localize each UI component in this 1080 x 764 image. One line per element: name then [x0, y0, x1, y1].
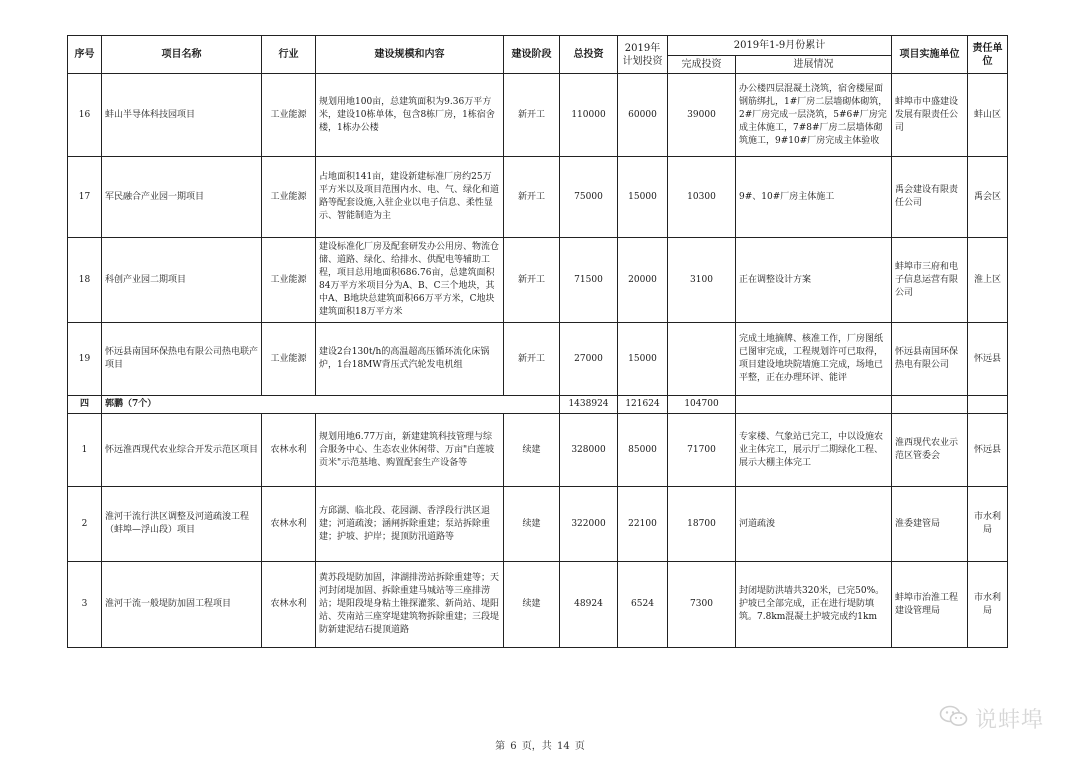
cell-name: 怀远县南国环保热电有限公司热电联产项目 [102, 323, 262, 396]
cell-progress: 河道疏浚 [736, 487, 892, 562]
cell-unit: 怀远县南国环保热电有限公司 [892, 323, 968, 396]
table-row [68, 487, 1008, 562]
section-total: 1438924 [560, 396, 618, 414]
cell-done: 7300 [668, 562, 736, 648]
cell-scale: 建设2台130t/h的高温超高压循环流化床锅炉，1台18MW背压式汽轮发电机组 [316, 323, 504, 396]
cell-progress: 完成土地摘牌、核准工作，厂房图纸已图审完成，工程规划许可已取得，项目建设地块院墙施工完成，场地已平整，正在办理环评、能评 [736, 323, 892, 396]
cell-unit: 禹会建设有限责任公司 [892, 157, 968, 238]
cell-done: 18700 [668, 487, 736, 562]
cell-industry: 农林水利 [262, 487, 316, 562]
cell-progress: 办公楼四层混凝土浇筑，宿舍楼屋面钢筋绑扎，1#厂房二层墙砌体砌筑，2#厂房完成一层浇筑，5#6#厂房完成主体施工，7#8#厂房二层墙体砌筑施工，9#10#厂房完成主体验收 [736, 74, 892, 157]
cell-seq: 1 [68, 414, 102, 487]
cell-plan: 20000 [618, 238, 668, 323]
cell-seq: 16 [68, 74, 102, 157]
cell-total: 27000 [560, 323, 618, 396]
cell-unit: 淮西现代农业示范区管委会 [892, 414, 968, 487]
cell-stage: 新开工 [504, 323, 560, 396]
watermark-text: 说蚌埠 [974, 708, 1044, 733]
cell-name: 蚌山半导体科技园项目 [102, 74, 262, 157]
cell-plan: 22100 [618, 487, 668, 562]
header-resp: 责任单位 [968, 36, 1008, 74]
table-row [68, 74, 1008, 157]
cell-done [668, 323, 736, 396]
section-number: 四 [68, 396, 102, 414]
cell-industry: 工业能源 [262, 238, 316, 323]
watermark [939, 703, 1044, 734]
cell-industry: 工业能源 [262, 323, 316, 396]
cell-plan: 60000 [618, 74, 668, 157]
cell-scale: 方邱湖、临北段、花园湖、香浮段行洪区退建；河道疏浚；涵闸拆除重建；泵站拆除重建；护坡、护岸；提顶防汛道路等 [316, 487, 504, 562]
cell-seq: 17 [68, 157, 102, 238]
cell-unit: 蚌埠市三府和电子信息运营有限公司 [892, 238, 968, 323]
wechat-icon [939, 704, 969, 734]
cell-plan: 15000 [618, 323, 668, 396]
page-total: 14 [557, 741, 570, 752]
cell-done: 3100 [668, 238, 736, 323]
header-unit: 项目实施单位 [892, 36, 968, 74]
page-mid: 页，共 [521, 741, 552, 752]
table-row [68, 157, 1008, 238]
cell-unit: 蚌埠市中盛建设发展有限责任公司 [892, 74, 968, 157]
cell-name: 淮河干流行洪区调整及河道疏浚工程（蚌埠—浮山段）项目 [102, 487, 262, 562]
table-row [68, 414, 1008, 487]
cell-total: 328000 [560, 414, 618, 487]
cell-stage: 续建 [504, 414, 560, 487]
page-prefix: 第 [495, 741, 506, 752]
cell-resp: 禹会区 [968, 157, 1008, 238]
cell-resp: 怀远县 [968, 323, 1008, 396]
cell-scale: 规划用地100亩，总建筑面积为9.36万平方米，建设10栋单体，包含8栋厂房，1栋宿舍楼，1栋办公楼 [316, 74, 504, 157]
cell-industry: 工业能源 [262, 74, 316, 157]
header-plan: 2019年计划投资 [618, 36, 668, 74]
section-done: 104700 [668, 396, 736, 414]
header-scale: 建设规模和内容 [316, 36, 504, 74]
cell-resp: 淮上区 [968, 238, 1008, 323]
cell-unit: 蚌埠市治淮工程建设管理局 [892, 562, 968, 648]
header-seq: 序号 [68, 36, 102, 74]
header-done: 完成投资 [668, 56, 736, 74]
cell-resp: 市水利局 [968, 487, 1008, 562]
section-name: 郭鹏（7个） [102, 396, 560, 414]
header-stage: 建设阶段 [504, 36, 560, 74]
cell-seq: 18 [68, 238, 102, 323]
cell-progress: 正在调整设计方案 [736, 238, 892, 323]
cell-name: 淮河干流一般堤防加固工程项目 [102, 562, 262, 648]
header-name: 项目名称 [102, 36, 262, 74]
cell-name: 科创产业园二期项目 [102, 238, 262, 323]
cell-total: 322000 [560, 487, 618, 562]
cell-progress: 专家楼、气象站已完工，中以设施农业主体完工，展示厅二期绿化工程、展示大棚主体完工 [736, 414, 892, 487]
cell-stage: 新开工 [504, 238, 560, 323]
cell-total: 71500 [560, 238, 618, 323]
section-plan: 121624 [618, 396, 668, 414]
cell-resp: 怀远县 [968, 414, 1008, 487]
cell-done: 10300 [668, 157, 736, 238]
cell-seq: 2 [68, 487, 102, 562]
cell-resp: 蚌山区 [968, 74, 1008, 157]
cell-scale: 建设标准化厂房及配套研发办公用房、物流仓储、道路、绿化、给排水、供配电等辅助工程，项目总用地面积686.76亩，总建筑面积84万平方米项目分为A、B、C三个地块，其中A、B地块总建筑面积66万平方米，C地块建筑面积18万平方米 [316, 238, 504, 323]
cell-name: 军民融合产业园一期项目 [102, 157, 262, 238]
cell-stage: 续建 [504, 562, 560, 648]
cell-scale: 占地面积141亩，建设新建标准厂房约25万平方米以及项目范围内水、电、气、绿化和道路等配套设施,入驻企业以电子信息、柔性显示、智能制造为主 [316, 157, 504, 238]
cell-scale: 规划用地6.77万亩，新建建筑科技管理与综合服务中心、生态农业休闲带、万亩"白莲坡贡米"示范基地、购置配套生产设备等 [316, 414, 504, 487]
cell-scale: 黄苏段堤防加固，津湖排涝站拆除重建等；天河封闭堤加固、拆除重建马城站等三座排涝站；堤阳段堤身粘土锥探灌浆、新尚站、堤阳站、芡南站三座穿堤建筑物拆除重建；三段堤防新建泥结石提顶道路 [316, 562, 504, 648]
project-table [67, 35, 1008, 648]
cell-seq: 19 [68, 323, 102, 396]
page-suffix: 页 [574, 741, 585, 752]
table-row [68, 238, 1008, 323]
section-row [68, 396, 1008, 414]
table-row [68, 562, 1008, 648]
cell-stage: 新开工 [504, 157, 560, 238]
cell-stage: 续建 [504, 487, 560, 562]
cell-total: 110000 [560, 74, 618, 157]
cell-done: 39000 [668, 74, 736, 157]
cell-plan: 6524 [618, 562, 668, 648]
page-number: 6 [510, 741, 517, 752]
cell-progress: 9#、10#厂房主体施工 [736, 157, 892, 238]
cell-name: 怀远淮西现代农业综合开发示范区项目 [102, 414, 262, 487]
cell-industry: 农林水利 [262, 562, 316, 648]
header-industry: 行业 [262, 36, 316, 74]
cell-done: 71700 [668, 414, 736, 487]
header-cumulative: 2019年1-9月份累计 [668, 36, 892, 56]
cell-seq: 3 [68, 562, 102, 648]
header-total: 总投资 [560, 36, 618, 74]
cell-total: 75000 [560, 157, 618, 238]
cell-unit: 淮委建管局 [892, 487, 968, 562]
cell-progress: 封闭堤防洪墙共320米，已完50%。护坡已全部完成，正在进行堤防填筑。7.8km混凝土护坡完成约1km [736, 562, 892, 648]
header-progress: 进展情况 [736, 56, 892, 74]
cell-total: 48924 [560, 562, 618, 648]
cell-industry: 工业能源 [262, 157, 316, 238]
cell-stage: 新开工 [504, 74, 560, 157]
cell-industry: 农林水利 [262, 414, 316, 487]
cell-resp: 市水利局 [968, 562, 1008, 648]
cell-plan: 15000 [618, 157, 668, 238]
table-row [68, 323, 1008, 396]
cell-plan: 85000 [618, 414, 668, 487]
page-footer [0, 737, 1080, 752]
